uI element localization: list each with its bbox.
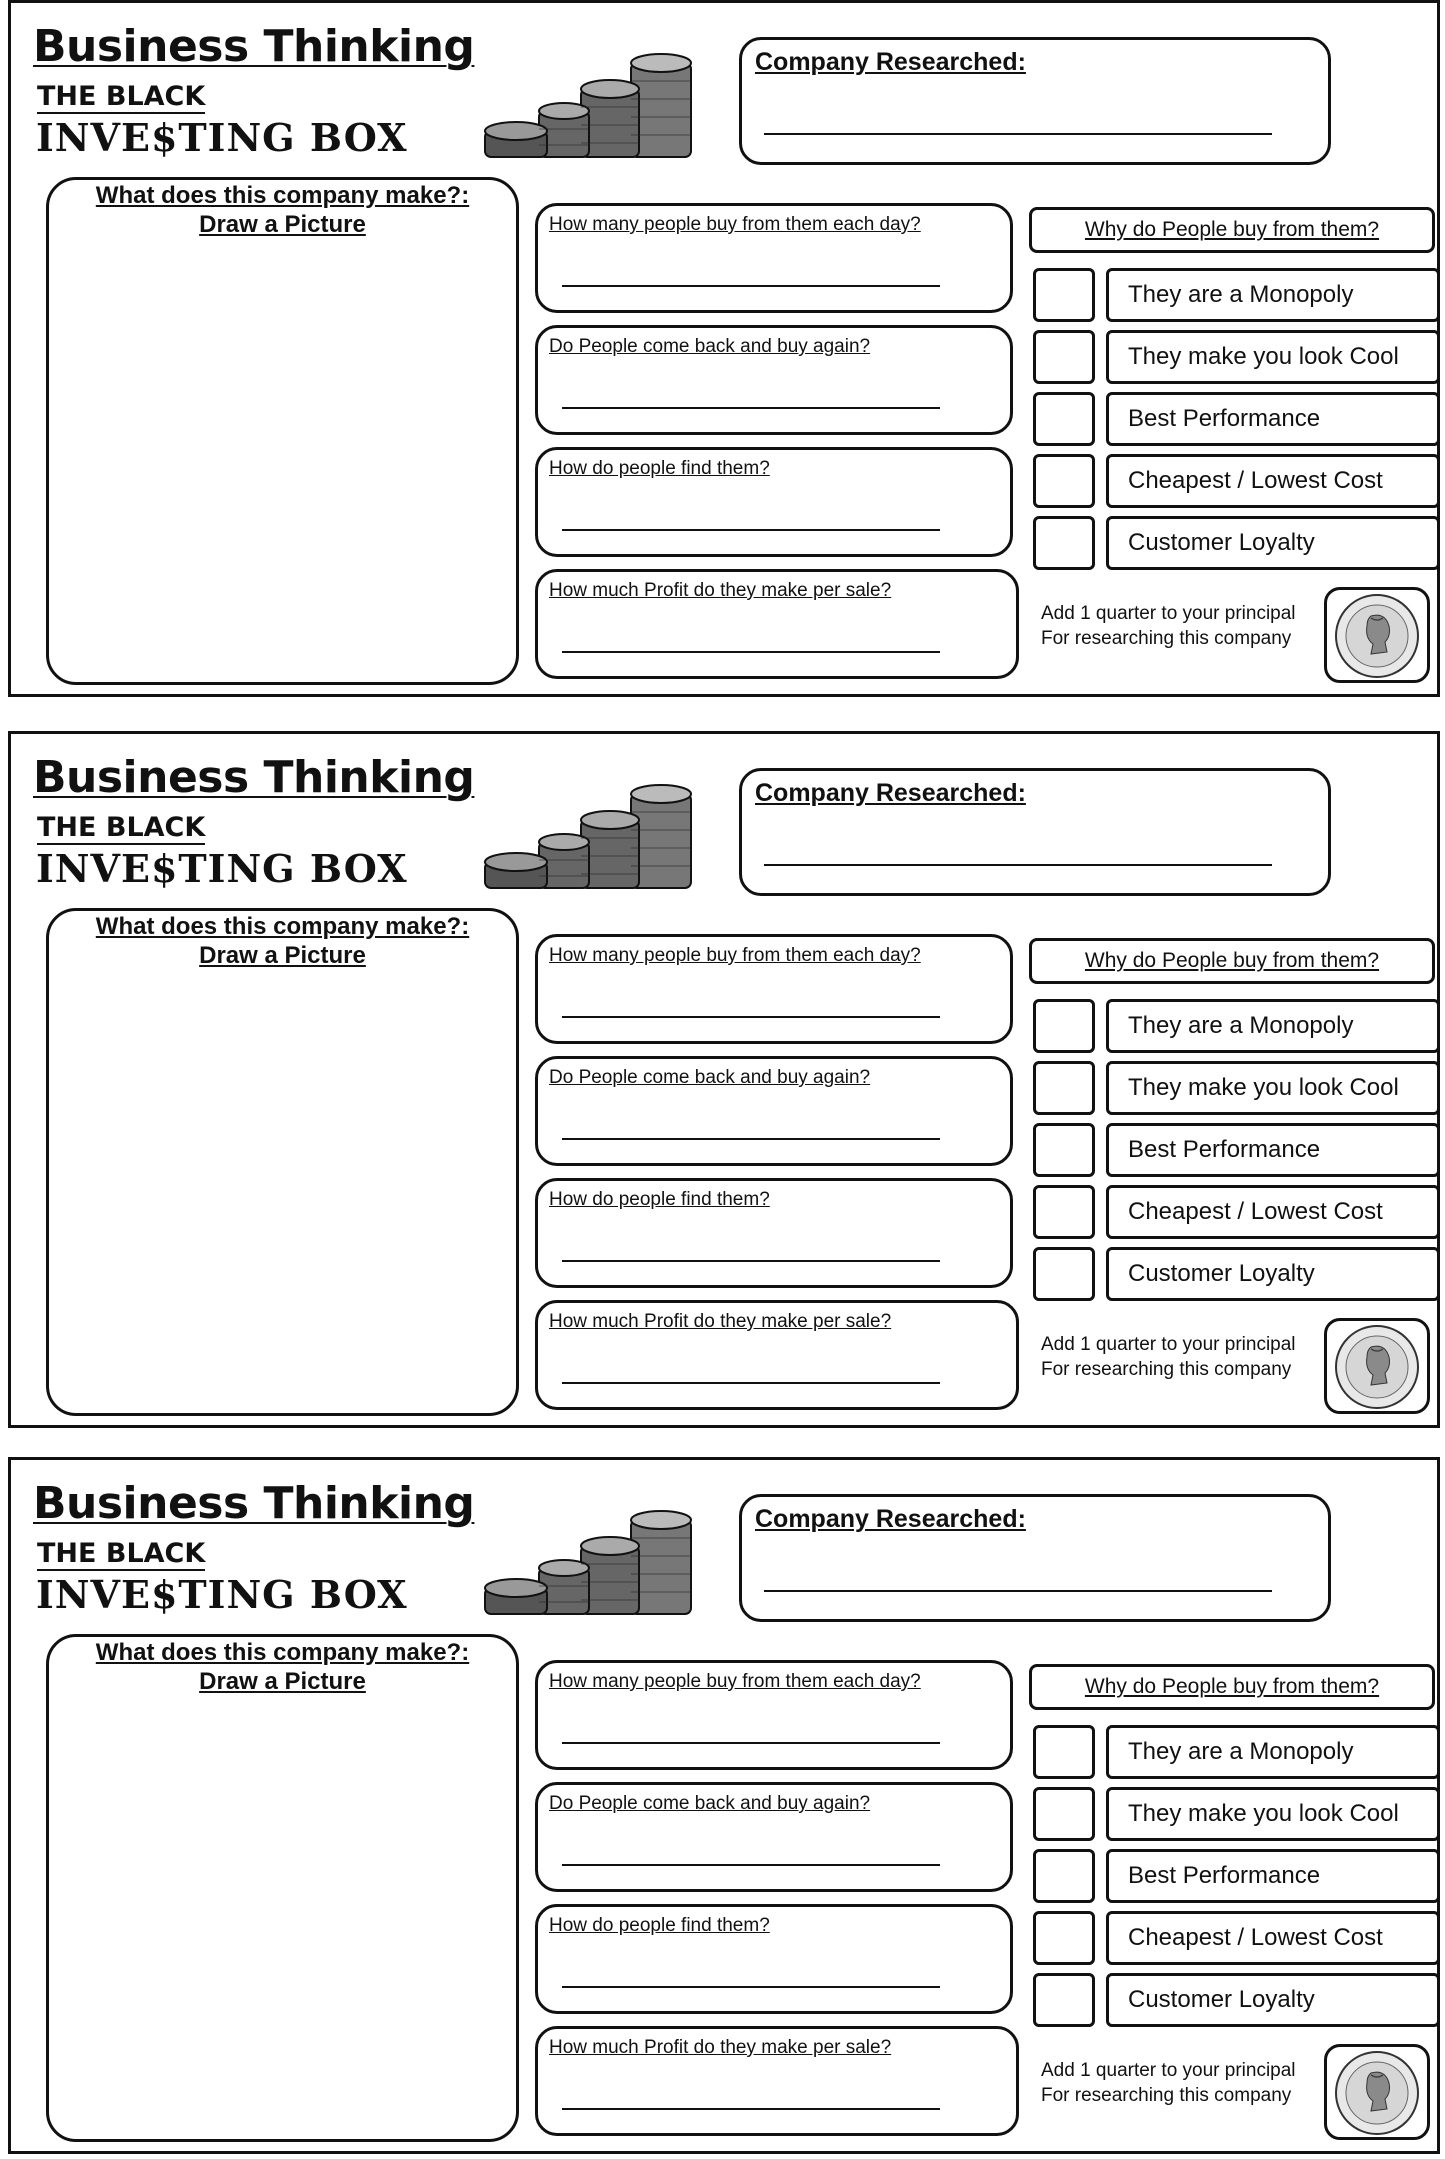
customer-loyalty-checkbox[interactable] (1033, 1973, 1095, 2027)
option-customer-loyalty: Customer Loyalty (1106, 1973, 1440, 2027)
quarter-box (1324, 587, 1430, 683)
best-performance-checkbox[interactable] (1033, 1123, 1095, 1177)
lowest-cost-checkbox[interactable] (1033, 1185, 1095, 1239)
option-lowest-cost: Cheapest / Lowest Cost (1106, 1185, 1440, 1239)
coin-stack-icon (481, 1508, 703, 1618)
option-monopoly: They are a Monopoly (1106, 999, 1440, 1053)
question-text: How do people find them? (549, 458, 770, 479)
reward-line-2: For researching this company (1041, 1359, 1292, 1380)
lowest-cost-checkbox[interactable] (1033, 1911, 1095, 1965)
answer-line[interactable] (562, 285, 940, 287)
quarter-coin-icon (1331, 592, 1423, 680)
quarter-coin-icon (1331, 2049, 1423, 2137)
company-name-answer-line[interactable] (764, 133, 1272, 135)
quarter-coin-icon (1331, 1323, 1423, 1411)
coin-stack-icon (481, 782, 703, 892)
reward-line-1: Add 1 quarter to your principal (1041, 603, 1296, 624)
reward-note (1041, 2058, 1296, 2108)
why-buy-header: Why do People buy from them? (1029, 1664, 1435, 1710)
question-box-discovery (535, 447, 1013, 557)
company-researched-box (739, 1494, 1331, 1622)
brand-name: INVE$TING BOX (36, 846, 408, 891)
research-card-3 (8, 1457, 1440, 2154)
brand-title: Business Thinking (33, 752, 475, 803)
brand-name: INVE$TING BOX (36, 115, 408, 160)
best-performance-checkbox[interactable] (1033, 392, 1095, 446)
reward-line-1: Add 1 quarter to your principal (1041, 2060, 1296, 2081)
answer-line[interactable] (562, 1742, 940, 1744)
brand-title: Business Thinking (33, 1478, 475, 1529)
company-name-answer-line[interactable] (764, 1590, 1272, 1592)
question-text: How do people find them? (549, 1189, 770, 1210)
brand-name: INVE$TING BOX (36, 1572, 408, 1617)
why-buy-header: Why do People buy from them? (1029, 938, 1435, 984)
best-performance-checkbox[interactable] (1033, 1849, 1095, 1903)
reward-line-2: For researching this company (1041, 2085, 1292, 2106)
option-best-performance: Best Performance (1106, 392, 1440, 446)
option-look-cool: They make you look Cool (1106, 330, 1440, 384)
option-customer-loyalty: Customer Loyalty (1106, 1247, 1440, 1301)
monopoly-checkbox[interactable] (1033, 999, 1095, 1053)
draw-question: What does this company make?: (95, 1639, 470, 1666)
question-text: How do people find them? (549, 1915, 770, 1936)
brand-subtitle: THE BLACK (37, 1538, 206, 1569)
question-box-daily-buyers (535, 934, 1013, 1044)
question-text: How much Profit do they make per sale? (549, 2037, 892, 2058)
look-cool-checkbox[interactable] (1033, 1061, 1095, 1115)
question-text: How many people buy from them each day? (549, 1671, 921, 1692)
company-name-answer-line[interactable] (764, 864, 1272, 866)
company-researched-box (739, 768, 1331, 896)
answer-line[interactable] (562, 1016, 940, 1018)
answer-line[interactable] (562, 1260, 940, 1262)
answer-line[interactable] (562, 2108, 940, 2110)
answer-line[interactable] (562, 407, 940, 409)
brand-subtitle: THE BLACK (37, 81, 206, 112)
reward-note (1041, 601, 1296, 651)
quarter-box (1324, 1318, 1430, 1414)
question-text: How much Profit do they make per sale? (549, 580, 892, 601)
draw-picture-box[interactable] (46, 908, 519, 1416)
reward-note (1041, 1332, 1296, 1382)
question-text: How many people buy from them each day? (549, 214, 921, 235)
question-text: Do People come back and buy again? (549, 336, 871, 357)
question-box-daily-buyers (535, 203, 1013, 313)
research-card-1 (8, 0, 1440, 697)
answer-line[interactable] (562, 1986, 940, 1988)
option-look-cool: They make you look Cool (1106, 1061, 1440, 1115)
quarter-box (1324, 2044, 1430, 2140)
question-text: Do People come back and buy again? (549, 1067, 871, 1088)
lowest-cost-checkbox[interactable] (1033, 454, 1095, 508)
company-researched-box (739, 37, 1331, 165)
answer-line[interactable] (562, 1138, 940, 1140)
question-box-discovery (535, 1178, 1013, 1288)
draw-picture-box[interactable] (46, 177, 519, 685)
draw-question: What does this company make?: (95, 913, 470, 940)
customer-loyalty-checkbox[interactable] (1033, 1247, 1095, 1301)
answer-line[interactable] (562, 1382, 940, 1384)
company-researched-label: Company Researched: (755, 48, 1026, 76)
option-monopoly: They are a Monopoly (1106, 268, 1440, 322)
question-box-repeat-buyers (535, 1782, 1013, 1892)
question-box-repeat-buyers (535, 1056, 1013, 1166)
draw-question: What does this company make?: (95, 182, 470, 209)
question-text: Do People come back and buy again? (549, 1793, 871, 1814)
reward-line-1: Add 1 quarter to your principal (1041, 1334, 1296, 1355)
look-cool-checkbox[interactable] (1033, 1787, 1095, 1841)
question-box-repeat-buyers (535, 325, 1013, 435)
answer-line[interactable] (562, 651, 940, 653)
draw-instruction: Draw a Picture (199, 941, 366, 969)
brand-title: Business Thinking (33, 21, 475, 72)
reward-line-2: For researching this company (1041, 628, 1292, 649)
option-look-cool: They make you look Cool (1106, 1787, 1440, 1841)
option-monopoly: They are a Monopoly (1106, 1725, 1440, 1779)
option-best-performance: Best Performance (1106, 1849, 1440, 1903)
company-researched-label: Company Researched: (755, 779, 1026, 807)
why-buy-header: Why do People buy from them? (1029, 207, 1435, 253)
customer-loyalty-checkbox[interactable] (1033, 516, 1095, 570)
coin-stack-icon (481, 51, 703, 161)
option-customer-loyalty: Customer Loyalty (1106, 516, 1440, 570)
question-box-discovery (535, 1904, 1013, 2014)
monopoly-checkbox[interactable] (1033, 268, 1095, 322)
question-text: How much Profit do they make per sale? (549, 1311, 892, 1332)
question-box-daily-buyers (535, 1660, 1013, 1770)
company-researched-label: Company Researched: (755, 1505, 1026, 1533)
research-card-2 (8, 731, 1440, 1428)
brand-subtitle: THE BLACK (37, 812, 206, 843)
answer-line[interactable] (562, 529, 940, 531)
question-box-profit (535, 1300, 1019, 1410)
question-box-profit (535, 2026, 1019, 2136)
option-best-performance: Best Performance (1106, 1123, 1440, 1177)
option-lowest-cost: Cheapest / Lowest Cost (1106, 1911, 1440, 1965)
answer-line[interactable] (562, 1864, 940, 1866)
look-cool-checkbox[interactable] (1033, 330, 1095, 384)
question-box-profit (535, 569, 1019, 679)
question-text: How many people buy from them each day? (549, 945, 921, 966)
draw-picture-box[interactable] (46, 1634, 519, 2142)
draw-instruction: Draw a Picture (199, 210, 366, 238)
draw-instruction: Draw a Picture (199, 1667, 366, 1695)
monopoly-checkbox[interactable] (1033, 1725, 1095, 1779)
option-lowest-cost: Cheapest / Lowest Cost (1106, 454, 1440, 508)
